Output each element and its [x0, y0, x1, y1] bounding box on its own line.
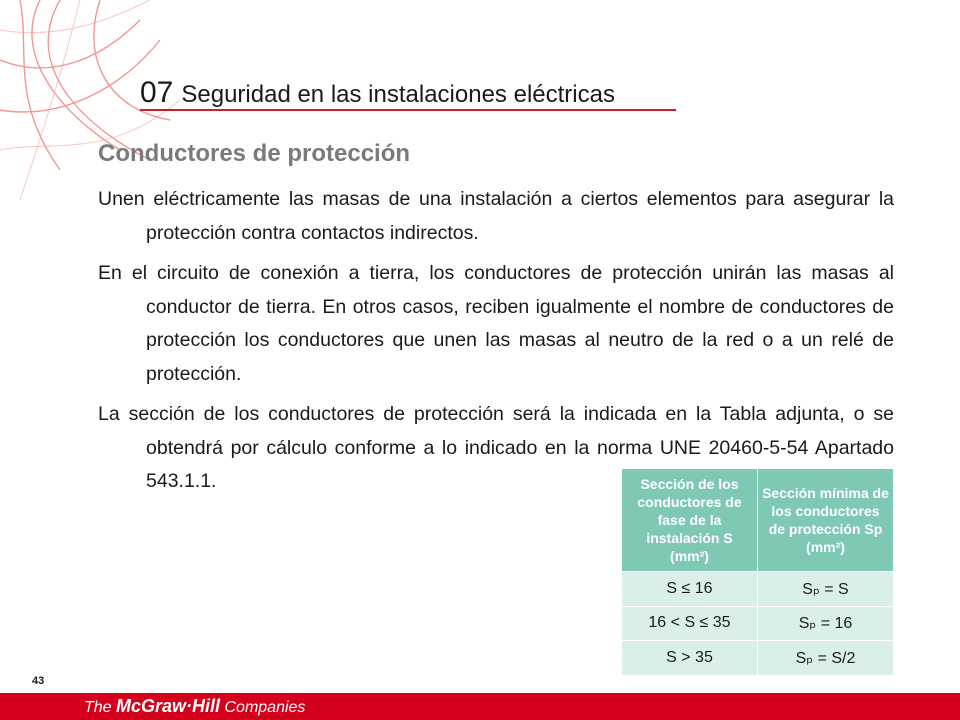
brand-name: McGraw·Hill: [116, 696, 221, 716]
table-cell: 16 < S ≤ 35: [622, 606, 758, 641]
table-cell: Sₚ = S: [758, 572, 894, 607]
publisher-logo: [84, 696, 305, 717]
paragraph-1: Unen eléctricamente las masas de una instalación a ciertos elementos para asegurar la protección contra contactos indirectos.: [98, 188, 894, 244]
page-number: 43: [32, 675, 45, 687]
table-cell: S ≤ 16: [622, 572, 758, 607]
table-cell: Sₚ = S/2: [758, 641, 894, 676]
table-header-protection-section: Sección mínima de los conductores de protección Sp (mm²): [758, 469, 894, 572]
table-row: [622, 606, 894, 641]
protection-conductor-table: [621, 468, 894, 676]
section-title: Conductores de protección: [98, 140, 411, 167]
table-header-phase-section: Sección de los conductores de fase de la instalación S (mm²): [622, 469, 758, 572]
table-cell: Sₚ = 16: [758, 606, 894, 641]
table-row: [622, 572, 894, 607]
chapter-header: [140, 76, 676, 110]
paragraph-2: En el circuito de conexión a tierra, los conductores de protección unirán las masas al conductor de tierra. En otros casos, reciben igualmente el nombre de conductores de protección los conductores que unen las masas al neutro de la red o a un relé de protección.: [98, 262, 894, 385]
chapter-number: 07: [140, 76, 174, 109]
header-divider: [140, 109, 676, 111]
footer-bar: [0, 693, 960, 720]
brand-prefix: The: [84, 699, 117, 716]
paragraph-3: La sección de los conductores de protección será la indicada en la Tabla adjunta, o se obtendrá por cálculo conforme a lo indicado en la norma UNE 20460-5-54 Apartado 543.1.1.: [98, 403, 894, 492]
chapter-title: Seguridad en las instalaciones eléctricas: [181, 81, 615, 108]
table-row: [622, 641, 894, 676]
table-cell: S > 35: [622, 641, 758, 676]
brand-suffix: Companies: [220, 699, 306, 716]
table-header-row: [622, 469, 894, 572]
